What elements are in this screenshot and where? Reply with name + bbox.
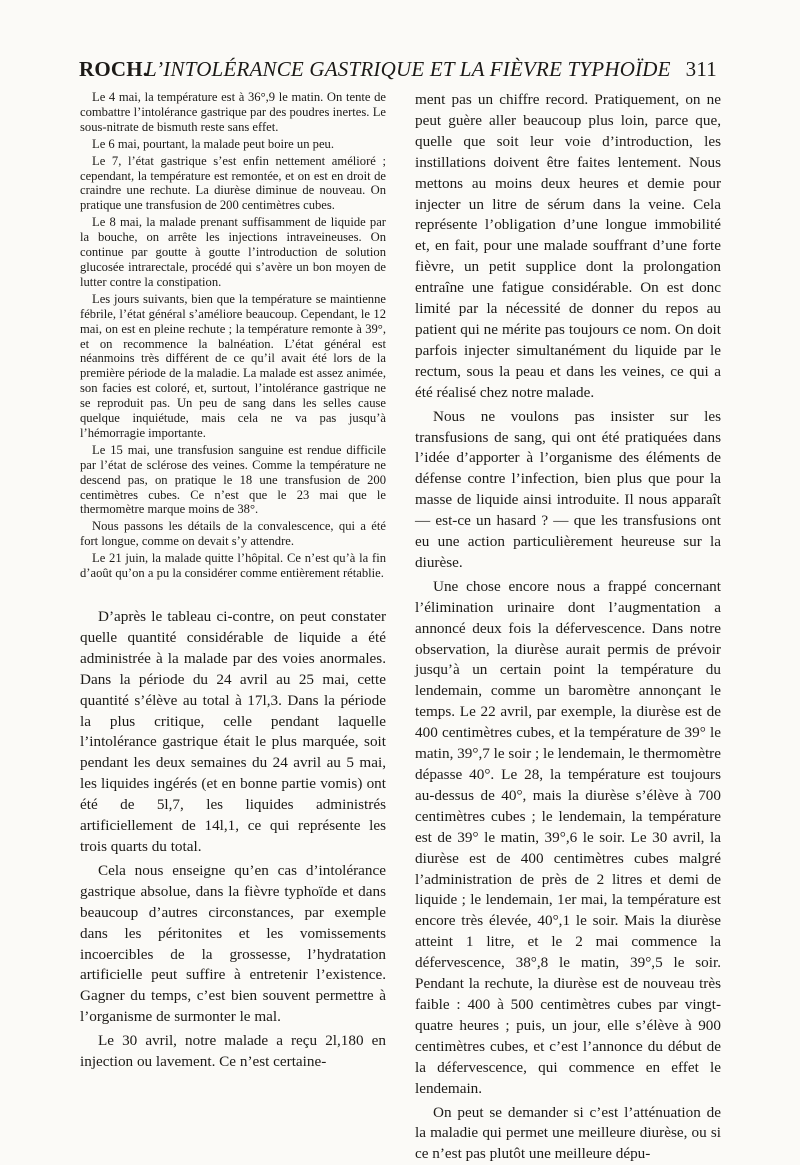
case-note-paragraph: Le 15 mai, une transfusion sanguine est rendue difficile par l’état de sclérose des veines. Comme la température ne descend pas, on pratique le 18 une transfusion de 200 centimètres cubes. Ce n’est que le 23 mai que le thermomètre marque moins de 38°. [80, 443, 386, 518]
case-note-paragraph: Le 8 mai, la malade prenant suffisamment de liquide par la bouche, on arrête les injections intraveineuses. On continue par goutte à goutte l’introduction de solution glucosée intrarectale, procédé qui s’avère un bon moyen de lutter contre la constipation. [80, 215, 386, 290]
body-paragraph: Le 30 avril, notre malade a reçu 2l,180 en injection ou lavement. Ce n’est certaine- [80, 1031, 386, 1073]
case-note-paragraph: Le 6 mai, pourtant, la malade peut boire un peu. [80, 137, 386, 152]
case-note-paragraph: Nous passons les détails de la convalescence, qui a été fort longue, comme on devait s’y attendre. [80, 519, 386, 549]
case-note-paragraph: Le 7, l’état gastrique s’est enfin nettement amélioré ; cependant, la température est remontée, et on est en droit de craindre une rechute. La diurèse diminue de nouveau. On pratique une transfusion de 200 centimètres cubes. [80, 154, 386, 214]
left-column [80, 90, 386, 1073]
body-paragraph: On peut se demander si c’est l’atténuation de la maladie qui permet une meilleure diurèse, ou si ce n’est pas plutôt une meilleure dépu- [415, 1103, 721, 1165]
case-note-paragraph: Le 21 juin, la malade quitte l’hôpital. Ce n’est qu’à la fin d’août qu’on a pu la considérer comme entièrement rétablie. [80, 551, 386, 581]
body-paragraph: Une chose encore nous a frappé concernant l’élimination urinaire dont l’augmentation a annoncé deux fois la défervescence. Dans notre observation, la diurèse aurait permis de prévoir jusqu’à un certain point la température du lendemain, comme un baromètre annonçant le temps. Le 22 avril, par exemple, la diurèse est de 400 centimètres cubes, et la température de 39° le matin, 39°,7 le soir ; le lendemain, le thermomètre dépasse 40°. Le 28, la température est toujours au-dessus de 40°, mais la diurèse s’élève à 700 centimètres cubes ; le lendemain, la température est de 39° le matin, 39°,6 le soir. Le 30 avril, la diurèse est de 400 centimètres cubes malgré l’administration de près de 2 litres et demi de liquide ; le lendemain, 1er mai, la température est encore très élevée, 40°,1 le soir. Mais la diurèse atteint 1 litre, et le 2 mai commence la défervescence, 38°,8 le matin, 39°,5 le soir. Pendant la rechute, la diurèse est de nouveau très faible : 400 à 500 centimètres cubes par vingt-quatre heures ; puis, un jour, elle s’élève à 900 centimètres cubes, et c’est l’annonce du début de la défervescence, qui commence en effet le lendemain. [415, 577, 721, 1100]
author-name: ROCH. [79, 56, 148, 82]
discussion-left [80, 607, 386, 1073]
body-paragraph: ment pas un chiffre record. Pratiquement, on ne peut guère aller beaucoup plus loin, parce que, quelle que soit leur voie d’introduction, les instillations doivent être faites lentement. Nous mettons au moins deux heures et demie pour injecter un litre de sérum dans la veine. Cela représente l’obligation d’une longue immobilité et, en fait, pour une malade souffrant d’une forte fièvre, un petit supplice dont la prolongation entraîne une fatigue considérable. On est donc limité par la nécessité de donner du repos au patient qui ne mérite pas toujours ce nom. On doit parfois injecter simultanément du liquide par le rectum, sous la peau et dans les veines, ce qui a été réalisé chez notre malade. [415, 90, 721, 404]
running-header [79, 56, 717, 82]
page-number: 311 [686, 56, 717, 82]
body-paragraph: Nous ne voulons pas insister sur les transfusions de sang, qui ont été pratiquées dans l’idée d’apporter à l’organisme des éléments de défense contre l’infection, bien plus que pour la masse de liquide ainsi introduite. Il nous apparaît — est-ce un hasard ? — que les transfusions ont eu une action particulièrement heureuse sur la diurèse. [415, 407, 721, 574]
article-title: L’INTOLÉRANCE GASTRIQUE ET LA FIÈVRE TYPHOÏDE [145, 56, 671, 82]
case-note-paragraph: Le 4 mai, la température est à 36°,9 le matin. On tente de combattre l’intolérance gastrique par des poudres inertes. Le sous-nitrate de bismuth reste sans effet. [80, 90, 386, 135]
case-note-paragraph: Les jours suivants, bien que la température se maintienne fébrile, l’état général s’améliore beaucoup. Cependant, le 12 mai, on est en pleine rechute ; la température remonte à 39°, et on recommence la balnéation. L’état général est néanmoins très différent de ce qu’il avait été lors de la première période de la maladie. La malade est assez animée, son facies est coloré, et, surtout, l’intolérance gastrique ne se reproduit pas. Un peu de sang dans les selles cause quelque inquiétude, mais cela ne va pas jusqu’à l’hémorragie importante. [80, 292, 386, 441]
right-column [415, 90, 721, 1165]
case-notes [80, 90, 386, 581]
body-paragraph: D’après le tableau ci-contre, on peut constater quelle quantité considérable de liquide a été administrée à la malade par des voies anormales. Dans la période du 24 avril au 25 mai, cette quantité s’élève au total à 17l,3. Dans la période la plus critique, celle pendant laquelle l’intolérance gastrique était le plus marquée, soit pendant les deux semaines du 24 avril au 5 mai, les liquides ingérés (et en bonne partie vomis) ont été de 5l,7, les liquides administrés artificiellement de 14l,1, ce qui représente les trois quarts du total. [80, 607, 386, 858]
body-paragraph: Cela nous enseigne qu’en cas d’intolérance gastrique absolue, dans la fièvre typhoïde et dans beaucoup d’autres circonstances, par exemple dans les péritonites et les vomissements incoercibles de la grossesse, l’hydratation artificielle peut suffire à entretenir l’existence. Gagner du temps, c’est bien souvent permettre à l’organisme de surmonter le mal. [80, 861, 386, 1028]
